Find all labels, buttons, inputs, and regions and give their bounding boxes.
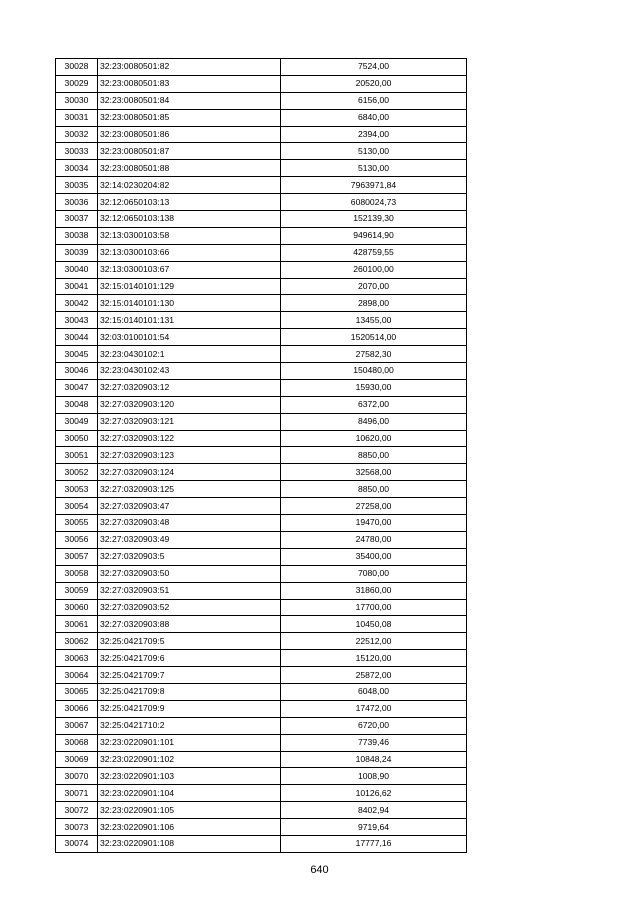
row-number-cell: 30065	[56, 683, 98, 700]
cadastral-number-cell: 32:23:0430102:43	[98, 363, 281, 380]
row-number-cell: 30063	[56, 650, 98, 667]
table-row	[56, 447, 467, 464]
cadastral-value-cell: 13455,00	[281, 312, 467, 329]
table-row	[56, 92, 467, 109]
row-number-cell: 30048	[56, 396, 98, 413]
row-number-cell: 30040	[56, 261, 98, 278]
cadastral-value-cell: 5130,00	[281, 143, 467, 160]
table-row	[56, 75, 467, 92]
cadastral-value-table	[55, 58, 467, 853]
cadastral-number-cell: 32:15:0140101:129	[98, 278, 281, 295]
row-number-cell: 30067	[56, 717, 98, 734]
row-number-cell: 30055	[56, 515, 98, 532]
table-row	[56, 160, 467, 177]
cadastral-value-cell: 6720,00	[281, 717, 467, 734]
row-number-cell: 30073	[56, 819, 98, 836]
table-row	[56, 278, 467, 295]
cadastral-value-cell: 15120,00	[281, 650, 467, 667]
row-number-cell: 30045	[56, 346, 98, 363]
table-row	[56, 295, 467, 312]
cadastral-value-cell: 6840,00	[281, 109, 467, 126]
table-row	[56, 650, 467, 667]
row-number-cell: 30038	[56, 227, 98, 244]
cadastral-value-cell: 27258,00	[281, 498, 467, 515]
cadastral-value-cell: 7524,00	[281, 59, 467, 76]
cadastral-number-cell: 32:23:0220901:108	[98, 835, 281, 852]
cadastral-number-cell: 32:27:0320903:51	[98, 582, 281, 599]
cadastral-value-cell: 17472,00	[281, 700, 467, 717]
table-row	[56, 582, 467, 599]
row-number-cell: 30053	[56, 481, 98, 498]
row-number-cell: 30071	[56, 785, 98, 802]
row-number-cell: 30068	[56, 734, 98, 751]
table-row	[56, 126, 467, 143]
table-row	[56, 59, 467, 76]
row-number-cell: 30049	[56, 413, 98, 430]
row-number-cell: 30050	[56, 430, 98, 447]
cadastral-value-cell: 24780,00	[281, 531, 467, 548]
cadastral-number-cell: 32:23:0220901:102	[98, 751, 281, 768]
table-row	[56, 785, 467, 802]
cadastral-number-cell: 32:23:0220901:104	[98, 785, 281, 802]
row-number-cell: 30054	[56, 498, 98, 515]
row-number-cell: 30031	[56, 109, 98, 126]
cadastral-number-cell: 32:27:0320903:120	[98, 396, 281, 413]
table-row	[56, 633, 467, 650]
row-number-cell: 30043	[56, 312, 98, 329]
row-number-cell: 30035	[56, 177, 98, 194]
cadastral-number-cell: 32:15:0140101:130	[98, 295, 281, 312]
cadastral-number-cell: 32:25:0421709:7	[98, 667, 281, 684]
row-number-cell: 30046	[56, 363, 98, 380]
row-number-cell: 30039	[56, 244, 98, 261]
cadastral-value-cell: 428759,55	[281, 244, 467, 261]
row-number-cell: 30064	[56, 667, 98, 684]
table-row	[56, 700, 467, 717]
table-row	[56, 379, 467, 396]
row-number-cell: 30072	[56, 802, 98, 819]
cadastral-number-cell: 32:15:0140101:131	[98, 312, 281, 329]
table-row	[56, 261, 467, 278]
cadastral-value-cell: 5130,00	[281, 160, 467, 177]
cadastral-number-cell: 32:25:0421709:5	[98, 633, 281, 650]
table-row	[56, 244, 467, 261]
row-number-cell: 30058	[56, 565, 98, 582]
cadastral-value-cell: 1520514,00	[281, 329, 467, 346]
cadastral-value-cell: 150480,00	[281, 363, 467, 380]
table-row	[56, 751, 467, 768]
table-row	[56, 683, 467, 700]
cadastral-number-cell: 32:27:0320903:50	[98, 565, 281, 582]
cadastral-number-cell: 32:13:0300103:67	[98, 261, 281, 278]
table-row	[56, 734, 467, 751]
cadastral-number-cell: 32:27:0320903:12	[98, 379, 281, 396]
row-number-cell: 30030	[56, 92, 98, 109]
table-row	[56, 177, 467, 194]
cadastral-value-cell: 31860,00	[281, 582, 467, 599]
cadastral-value-cell: 7963971,84	[281, 177, 467, 194]
table-row	[56, 211, 467, 228]
row-number-cell: 30044	[56, 329, 98, 346]
cadastral-value-cell: 6372,00	[281, 396, 467, 413]
table-row	[56, 819, 467, 836]
table-row	[56, 430, 467, 447]
cadastral-number-cell: 32:13:0300103:58	[98, 227, 281, 244]
table-row	[56, 616, 467, 633]
table-row	[56, 227, 467, 244]
page-number: 640	[310, 864, 329, 876]
cadastral-number-cell: 32:03:0100101:54	[98, 329, 281, 346]
cadastral-value-cell: 15930,00	[281, 379, 467, 396]
table-row	[56, 194, 467, 211]
cadastral-value-cell: 17700,00	[281, 599, 467, 616]
cadastral-value-cell: 949614,90	[281, 227, 467, 244]
cadastral-value-cell: 32568,00	[281, 464, 467, 481]
row-number-cell: 30056	[56, 531, 98, 548]
cadastral-value-cell: 7080,00	[281, 565, 467, 582]
cadastral-value-cell: 22512,00	[281, 633, 467, 650]
cadastral-number-cell: 32:23:0220901:101	[98, 734, 281, 751]
cadastral-value-cell: 2394,00	[281, 126, 467, 143]
row-number-cell: 30066	[56, 700, 98, 717]
row-number-cell: 30047	[56, 379, 98, 396]
row-number-cell: 30034	[56, 160, 98, 177]
table-row	[56, 768, 467, 785]
cadastral-number-cell: 32:23:0080501:86	[98, 126, 281, 143]
cadastral-number-cell: 32:27:0320903:5	[98, 548, 281, 565]
row-number-cell: 30032	[56, 126, 98, 143]
row-number-cell: 30070	[56, 768, 98, 785]
cadastral-value-cell: 27582,30	[281, 346, 467, 363]
table-row	[56, 109, 467, 126]
cadastral-value-cell: 17777,16	[281, 835, 467, 852]
cadastral-number-cell: 32:27:0320903:47	[98, 498, 281, 515]
row-number-cell: 30060	[56, 599, 98, 616]
cadastral-value-cell: 260100,00	[281, 261, 467, 278]
row-number-cell: 30029	[56, 75, 98, 92]
cadastral-value-cell: 20520,00	[281, 75, 467, 92]
cadastral-value-cell: 6048,00	[281, 683, 467, 700]
cadastral-number-cell: 32:27:0320903:49	[98, 531, 281, 548]
row-number-cell: 30074	[56, 835, 98, 852]
cadastral-number-cell: 32:25:0421709:8	[98, 683, 281, 700]
table-row	[56, 565, 467, 582]
cadastral-number-cell: 32:27:0320903:124	[98, 464, 281, 481]
cadastral-value-cell: 2898,00	[281, 295, 467, 312]
row-number-cell: 30042	[56, 295, 98, 312]
cadastral-value-cell: 35400,00	[281, 548, 467, 565]
cadastral-number-cell: 32:23:0220901:103	[98, 768, 281, 785]
row-number-cell: 30041	[56, 278, 98, 295]
cadastral-number-cell: 32:27:0320903:125	[98, 481, 281, 498]
cadastral-number-cell: 32:12:0650103:138	[98, 211, 281, 228]
row-number-cell: 30037	[56, 211, 98, 228]
row-number-cell: 30061	[56, 616, 98, 633]
cadastral-number-cell: 32:23:0080501:85	[98, 109, 281, 126]
table-row	[56, 599, 467, 616]
cadastral-value-cell: 10126,62	[281, 785, 467, 802]
row-number-cell: 30069	[56, 751, 98, 768]
cadastral-number-cell: 32:23:0080501:84	[98, 92, 281, 109]
cadastral-value-cell: 10450,08	[281, 616, 467, 633]
table-row	[56, 396, 467, 413]
cadastral-number-cell: 32:27:0320903:123	[98, 447, 281, 464]
cadastral-number-cell: 32:27:0320903:52	[98, 599, 281, 616]
row-number-cell: 30052	[56, 464, 98, 481]
cadastral-value-cell: 10620,00	[281, 430, 467, 447]
cadastral-number-cell: 32:23:0220901:105	[98, 802, 281, 819]
cadastral-number-cell: 32:25:0421710:2	[98, 717, 281, 734]
cadastral-value-cell: 7739,46	[281, 734, 467, 751]
row-number-cell: 30036	[56, 194, 98, 211]
table-row	[56, 329, 467, 346]
cadastral-value-cell: 8850,00	[281, 481, 467, 498]
cadastral-number-cell: 32:25:0421709:6	[98, 650, 281, 667]
cadastral-value-cell: 8850,00	[281, 447, 467, 464]
table-row	[56, 531, 467, 548]
table-row	[56, 717, 467, 734]
cadastral-number-cell: 32:27:0320903:122	[98, 430, 281, 447]
cadastral-number-cell: 32:23:0080501:87	[98, 143, 281, 160]
table-row	[56, 481, 467, 498]
cadastral-number-cell: 32:27:0320903:48	[98, 515, 281, 532]
row-number-cell: 30062	[56, 633, 98, 650]
table-body	[56, 59, 467, 853]
table-row	[56, 143, 467, 160]
cadastral-value-cell: 1008,90	[281, 768, 467, 785]
cadastral-value-cell: 25872,00	[281, 667, 467, 684]
cadastral-value-cell: 6080024,73	[281, 194, 467, 211]
cadastral-number-cell: 32:23:0080501:88	[98, 160, 281, 177]
row-number-cell: 30057	[56, 548, 98, 565]
row-number-cell: 30051	[56, 447, 98, 464]
table-row	[56, 835, 467, 852]
cadastral-value-cell: 152139,30	[281, 211, 467, 228]
cadastral-value-cell: 8402,94	[281, 802, 467, 819]
cadastral-value-cell: 2070,00	[281, 278, 467, 295]
cadastral-number-cell: 32:23:0220901:106	[98, 819, 281, 836]
cadastral-number-cell: 32:25:0421709:9	[98, 700, 281, 717]
cadastral-number-cell: 32:23:0080501:82	[98, 59, 281, 76]
row-number-cell: 30059	[56, 582, 98, 599]
table-row	[56, 312, 467, 329]
cadastral-value-cell: 8496,00	[281, 413, 467, 430]
table-row	[56, 498, 467, 515]
cadastral-number-cell: 32:13:0300103:66	[98, 244, 281, 261]
cadastral-value-cell: 19470,00	[281, 515, 467, 532]
table-row	[56, 464, 467, 481]
table-row	[56, 802, 467, 819]
cadastral-value-cell: 10848,24	[281, 751, 467, 768]
cadastral-value-cell: 9719,64	[281, 819, 467, 836]
table-row	[56, 413, 467, 430]
cadastral-number-cell: 32:27:0320903:121	[98, 413, 281, 430]
cadastral-number-cell: 32:12:0650103:13	[98, 194, 281, 211]
table-row	[56, 667, 467, 684]
table-row	[56, 363, 467, 380]
cadastral-number-cell: 32:27:0320903:88	[98, 616, 281, 633]
cadastral-number-cell: 32:23:0430102:1	[98, 346, 281, 363]
table-row	[56, 548, 467, 565]
row-number-cell: 30028	[56, 59, 98, 76]
cadastral-number-cell: 32:14:0230204:82	[98, 177, 281, 194]
table-row	[56, 346, 467, 363]
table-row	[56, 515, 467, 532]
row-number-cell: 30033	[56, 143, 98, 160]
cadastral-number-cell: 32:23:0080501:83	[98, 75, 281, 92]
cadastral-value-cell: 6156,00	[281, 92, 467, 109]
